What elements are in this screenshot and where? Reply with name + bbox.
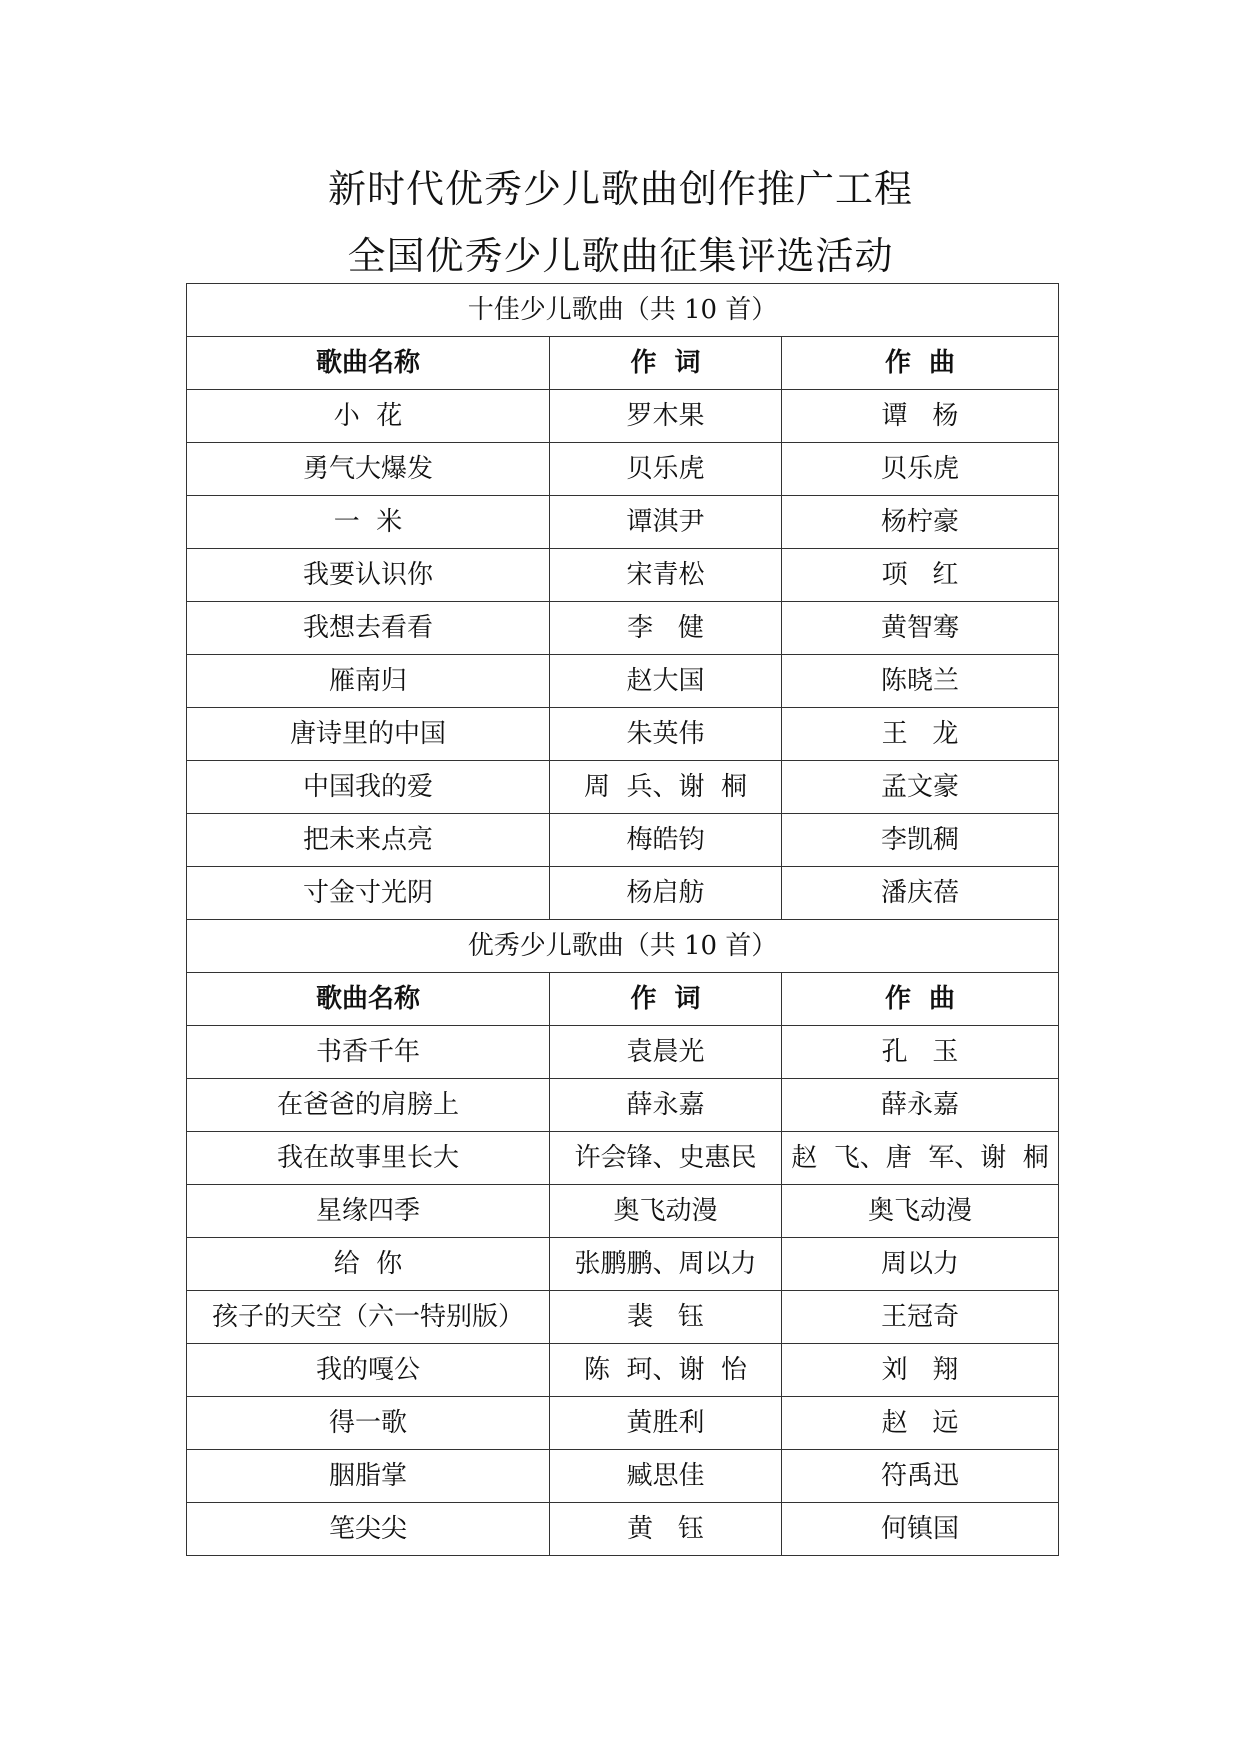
lyricist-cell: 杨启舫 xyxy=(550,867,782,920)
column-header-row xyxy=(187,973,1059,1026)
song-list-table xyxy=(186,283,1059,1556)
song-name-cell: 给 你 xyxy=(187,1238,550,1291)
song-name-cell: 书香千年 xyxy=(187,1026,550,1079)
song-name-cell: 在爸爸的肩膀上 xyxy=(187,1079,550,1132)
table-row xyxy=(187,1291,1059,1344)
table-row xyxy=(187,602,1059,655)
song-name-cell: 中国我的爱 xyxy=(187,761,550,814)
header-lyricist: 作 词 xyxy=(550,337,782,390)
lyricist-cell: 谭淇尹 xyxy=(550,496,782,549)
table-row xyxy=(187,1503,1059,1556)
lyricist-cell: 黄 钰 xyxy=(550,1503,782,1556)
song-name-cell: 我在故事里长大 xyxy=(187,1132,550,1185)
section-heading-label: 优秀少儿歌曲（共 10 首） xyxy=(187,920,1059,973)
table-row xyxy=(187,1079,1059,1132)
lyricist-cell: 臧思佳 xyxy=(550,1450,782,1503)
composer-cell: 孟文豪 xyxy=(782,761,1059,814)
composer-cell: 王 龙 xyxy=(782,708,1059,761)
song-name-cell: 勇气大爆发 xyxy=(187,443,550,496)
composer-cell: 奥飞动漫 xyxy=(782,1185,1059,1238)
lyricist-cell: 李 健 xyxy=(550,602,782,655)
composer-cell: 薛永嘉 xyxy=(782,1079,1059,1132)
song-name-cell: 一 米 xyxy=(187,496,550,549)
song-name-cell: 得一歌 xyxy=(187,1397,550,1450)
lyricist-cell: 袁晨光 xyxy=(550,1026,782,1079)
song-name-cell: 寸金寸光阴 xyxy=(187,867,550,920)
lyricist-cell: 张鹏鹏、周以力 xyxy=(550,1238,782,1291)
composer-cell: 赵 远 xyxy=(782,1397,1059,1450)
lyricist-cell: 奥飞动漫 xyxy=(550,1185,782,1238)
table-row xyxy=(187,1397,1059,1450)
song-name-cell: 小 花 xyxy=(187,390,550,443)
composer-cell: 赵 飞、唐 军、谢 桐 xyxy=(782,1132,1059,1185)
section-heading-label: 十佳少儿歌曲（共 10 首） xyxy=(187,284,1059,337)
page-title-line2: 全国优秀少儿歌曲征集评选活动 xyxy=(347,234,894,278)
lyricist-cell: 朱英伟 xyxy=(550,708,782,761)
lyricist-cell: 许会锋、史惠民 xyxy=(550,1132,782,1185)
song-name-cell: 笔尖尖 xyxy=(187,1503,550,1556)
table-row xyxy=(187,655,1059,708)
header-song-name: 歌曲名称 xyxy=(187,973,550,1026)
section-heading xyxy=(187,284,1059,337)
lyricist-cell: 周 兵、谢 桐 xyxy=(550,761,782,814)
composer-cell: 贝乐虎 xyxy=(782,443,1059,496)
header-lyricist: 作 词 xyxy=(550,973,782,1026)
table-row xyxy=(187,443,1059,496)
composer-cell: 潘庆蓓 xyxy=(782,867,1059,920)
lyricist-cell: 黄胜利 xyxy=(550,1397,782,1450)
song-name-cell: 我的嘎公 xyxy=(187,1344,550,1397)
composer-cell: 王冠奇 xyxy=(782,1291,1059,1344)
composer-cell: 符禹迅 xyxy=(782,1450,1059,1503)
composer-cell: 杨柠豪 xyxy=(782,496,1059,549)
song-name-cell: 唐诗里的中国 xyxy=(187,708,550,761)
table-row xyxy=(187,867,1059,920)
table-row xyxy=(187,1185,1059,1238)
table-row xyxy=(187,814,1059,867)
table-row xyxy=(187,1132,1059,1185)
composer-cell: 周以力 xyxy=(782,1238,1059,1291)
lyricist-cell: 赵大国 xyxy=(550,655,782,708)
table-row xyxy=(187,549,1059,602)
lyricist-cell: 梅皓钧 xyxy=(550,814,782,867)
column-header-row xyxy=(187,337,1059,390)
section-heading xyxy=(187,920,1059,973)
table-row xyxy=(187,496,1059,549)
table-row xyxy=(187,1344,1059,1397)
composer-cell: 孔 玉 xyxy=(782,1026,1059,1079)
header-composer: 作 曲 xyxy=(782,337,1059,390)
composer-cell: 项 红 xyxy=(782,549,1059,602)
song-name-cell: 我要认识你 xyxy=(187,549,550,602)
song-name-cell: 星缘四季 xyxy=(187,1185,550,1238)
table-row xyxy=(187,1238,1059,1291)
page-title-line1: 新时代优秀少儿歌曲创作推广工程 xyxy=(327,167,913,211)
song-name-cell: 胭脂掌 xyxy=(187,1450,550,1503)
composer-cell: 李凯稠 xyxy=(782,814,1059,867)
song-name-cell: 雁南归 xyxy=(187,655,550,708)
lyricist-cell: 裴 钰 xyxy=(550,1291,782,1344)
lyricist-cell: 薛永嘉 xyxy=(550,1079,782,1132)
lyricist-cell: 陈 珂、谢 怡 xyxy=(550,1344,782,1397)
composer-cell: 何镇国 xyxy=(782,1503,1059,1556)
lyricist-cell: 宋青松 xyxy=(550,549,782,602)
table-row xyxy=(187,761,1059,814)
table-row xyxy=(187,390,1059,443)
song-name-cell: 我想去看看 xyxy=(187,602,550,655)
song-name-cell: 把未来点亮 xyxy=(187,814,550,867)
composer-cell: 黄智骞 xyxy=(782,602,1059,655)
table-row xyxy=(187,1450,1059,1503)
table-row xyxy=(187,708,1059,761)
lyricist-cell: 罗木果 xyxy=(550,390,782,443)
composer-cell: 陈晓兰 xyxy=(782,655,1059,708)
lyricist-cell: 贝乐虎 xyxy=(550,443,782,496)
header-song-name: 歌曲名称 xyxy=(187,337,550,390)
composer-cell: 刘 翔 xyxy=(782,1344,1059,1397)
header-composer: 作 曲 xyxy=(782,973,1059,1026)
table-row xyxy=(187,1026,1059,1079)
composer-cell: 谭 杨 xyxy=(782,390,1059,443)
song-name-cell: 孩子的天空（六一特别版） xyxy=(187,1291,550,1344)
